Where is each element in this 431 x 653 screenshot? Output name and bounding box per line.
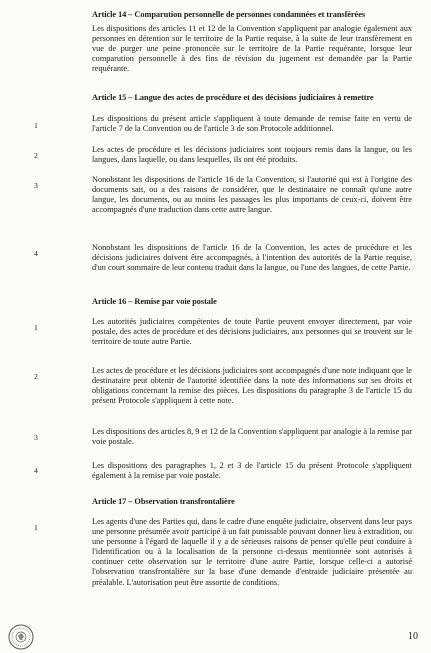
article-16-para-3: Les dispositions des articles 8, 9 et 12 de la Convention s'appliquent par analogie à la remise par voie postale.: [92, 427, 412, 447]
article-15-para-1: Les dispositions du présent article s'appliquent à toute demande de remise faite en vertu de l'article 7 de la Convention ou de l'article 3 de son Protocole additionnel.: [92, 114, 412, 134]
article-15-para-3-number: 3: [34, 181, 38, 190]
article-16-heading: Article 16 – Remise par voie postale: [92, 297, 217, 306]
article-14-heading: Article 14 – Comparution personnelle de personnes condamnées et transférées: [92, 10, 366, 19]
article-15-heading: Article 15 – Langue des actes de procédure et des décisions judiciaires à remettre: [92, 93, 374, 102]
article-17-heading: Article 17 – Observation transfrontalière: [92, 497, 235, 506]
article-16-para-1: Les autorités judiciaires compétentes de toute Partie peuvent envoyer directement, par voie postale, des actes de procédure et des décisions judiciaires, aux personnes qui se trouvent sur le territoire de toute autre Partie.: [92, 317, 412, 347]
article-16-para-4: Les dispositions des paragraphes 1, 2 et 3 de l'article 15 du présent Protocole s'appliquent également à la remise par voie postale.: [92, 461, 412, 481]
article-17-para-1: Les agents d'une des Parties qui, dans le cadre d'une enquête judiciaire, observent dans leur pays une personne présumée avoir participé à un fait punissable pouvant donner lieu à extradition, ou une personne à l'égard de laquelle il y a de sérieuses raisons de penser qu'elle peut conduire à l'identification ou à la localisation de la personne ci-dessus mentionnée sont autorisés à continuer cette observation sur le territoire d'une autre Partie, lorsque celle-ci a autorisé l'observation transfrontalière sur la base d'une demande d'entraide judiciaire présentée au préalable. L'autorisation peut être assortie de conditions.: [92, 517, 412, 587]
article-14-paragraph: Les dispositions des articles 11 et 12 de la Convention s'appliquent par analogie également aux personnes en détention sur le territoire de la Partie requise, à la suite de leur transfèrement en vue de purger une peine prononcée sur le territoire de la Partie requérante, lorsque leur comparution personnelle à des fins de révision du jugement est demandée par la Partie requérante.: [92, 24, 412, 74]
page-number: 10: [408, 631, 418, 642]
article-16-para-4-number: 4: [34, 466, 38, 475]
article-16-para-2-number: 2: [34, 372, 38, 381]
article-15-para-3: Nonobstant les dispositions de l'article 16 de la Convention, si l'autorité qui est à l'origine des documents sait, ou a des raisons de considérer, que le destinataire ne connaît qu'une autre langue, les documents, ou au moins les passages les plus importants de ceux-ci, doivent être accompagnés d'une traduction dans cette autre langue.: [92, 175, 412, 215]
article-17-para-1-number: 1: [34, 523, 38, 532]
article-15-para-2-number: 2: [34, 151, 38, 160]
article-15-para-2: Les actes de procédure et les décisions judiciaires sont toujours remis dans la langue, ou les langues, dans laquelle, ou dans lesquelles, ils ont été produits.: [92, 145, 412, 165]
seal-stamp-icon: [8, 624, 34, 650]
article-15-para-4-number: 4: [34, 249, 38, 258]
article-16-para-2: Les actes de procédure et les décisions judiciaires sont accompagnés d'une note indiquant que le destinataire peut obtenir de l'autorité identifiée dans la note des informations sur ses droits et obligations concernant la remise des pièces. Les dispositions du paragraphe 3 de l'article 15 du présent Protocole s'appliquent à cette note.: [92, 366, 412, 406]
article-15-para-4: Nonobstant les dispositions de l'article 16 de la Convention, les actes de procédure et les décisions judiciaires doivent être accompagnés, à l'intention des autorités de la Partie requise, d'un court sommaire de leur contenu traduit dans la langue, ou l'une des langues, de cette Partie.: [92, 243, 412, 273]
article-16-para-1-number: 1: [34, 323, 38, 332]
article-15-para-1-number: 1: [34, 121, 38, 130]
article-16-para-3-number: 3: [34, 433, 38, 442]
